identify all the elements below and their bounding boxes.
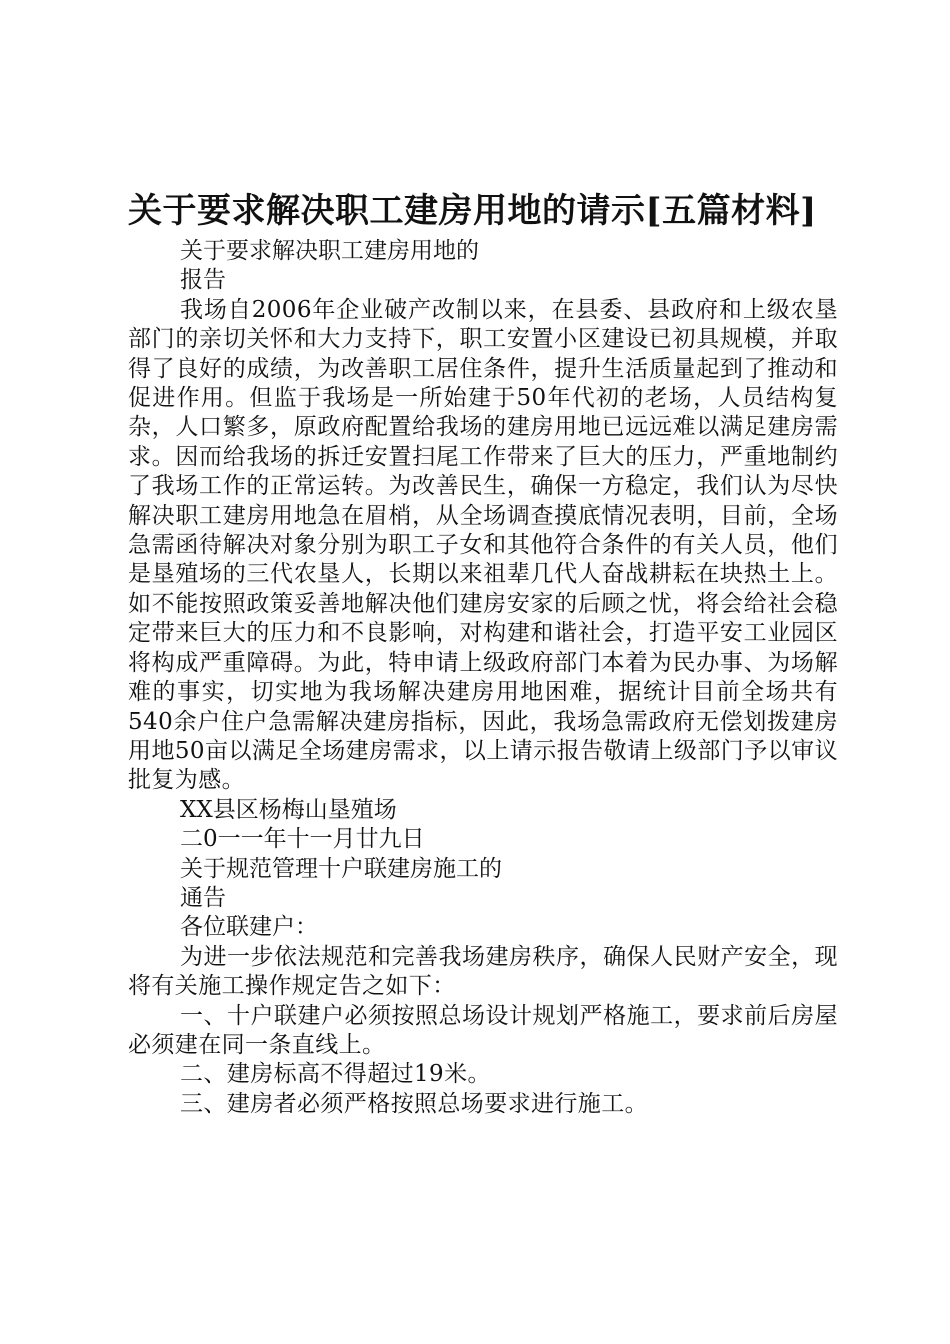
notice-heading-line-1: 关于规范管理十户联建房施工的 xyxy=(180,855,502,882)
signature-organization: XX县区杨梅山垦殖场 xyxy=(180,796,397,823)
notice-intro-paragraph: 为进一步依法规范和完善我场建房秩序，确保人民财产安全，现将有关施工操作规定告之如下： xyxy=(128,943,838,1000)
document-page xyxy=(128,185,838,1119)
notice-rule-2: 二、建房标高不得超过19米。 xyxy=(180,1061,491,1088)
notice-rule-1: 一、十户联建户必须按照总场设计规划严格施工，要求前后房屋必须建在同一条直线上。 xyxy=(128,1002,838,1058)
report-body-paragraph: 我场自2006年企业破产改制以来，在县委、县政府和上级农垦部门的亲切关怀和大力支持下，职工安置小区建设已初具规模，并取得了良好的成绩，为改善职工居住条件，提升生活质量起到了推动和促进作用。但监于我场是一所始建于50年代初的老场，人员结构复杂，人口繁多，原政府配置给我场的建房用地已远远难以满足建房需求。因而给我场的拆迁安置扫尾工作带来了巨大的压力，严重地制约了我场工作的正常运转。为改善民生，确保一方稳定，我们认为尽快解决职工建房用地急在眉梢，从全场调查摸底情况表明，目前，全场急需函待解决对象分别为职工子女和其他符合条件的有关人员，他们是垦殖场的三代农垦人，长期以来祖辈几代人奋战耕耘在块热土上。如不能按照政策妥善地解决他们建房安家的后顾之忧，将会给社会稳定带来巨大的压力和不良影响，对构建和谐社会，打造平安工业园区将构成严重障碍。为此，特申请上级政府部门本着为民办事、为场解难的事实，切实地为我场解决建房用地困难，据统计目前全场共有540余户住户急需解决建房指标，因此，我场急需政府无偿划拨建房用地50亩以满足全场建房需求，以上请示报告敬请上级部门予以审议批复为感。 xyxy=(128,296,838,794)
signature-date: 二0一一年十一月廿九日 xyxy=(180,826,425,853)
report-heading-line-1: 关于要求解决职工建房用地的 xyxy=(180,238,479,264)
report-heading-line-2: 报告 xyxy=(180,267,226,294)
notice-salutation: 各位联建户： xyxy=(180,914,318,941)
notice-rule-3: 三、建房者必须严格按照总场要求进行施工。 xyxy=(180,1090,648,1117)
document-title: 关于要求解决职工建房用地的请示[五篇材料] xyxy=(128,191,817,231)
notice-heading-line-2: 通告 xyxy=(180,884,226,911)
